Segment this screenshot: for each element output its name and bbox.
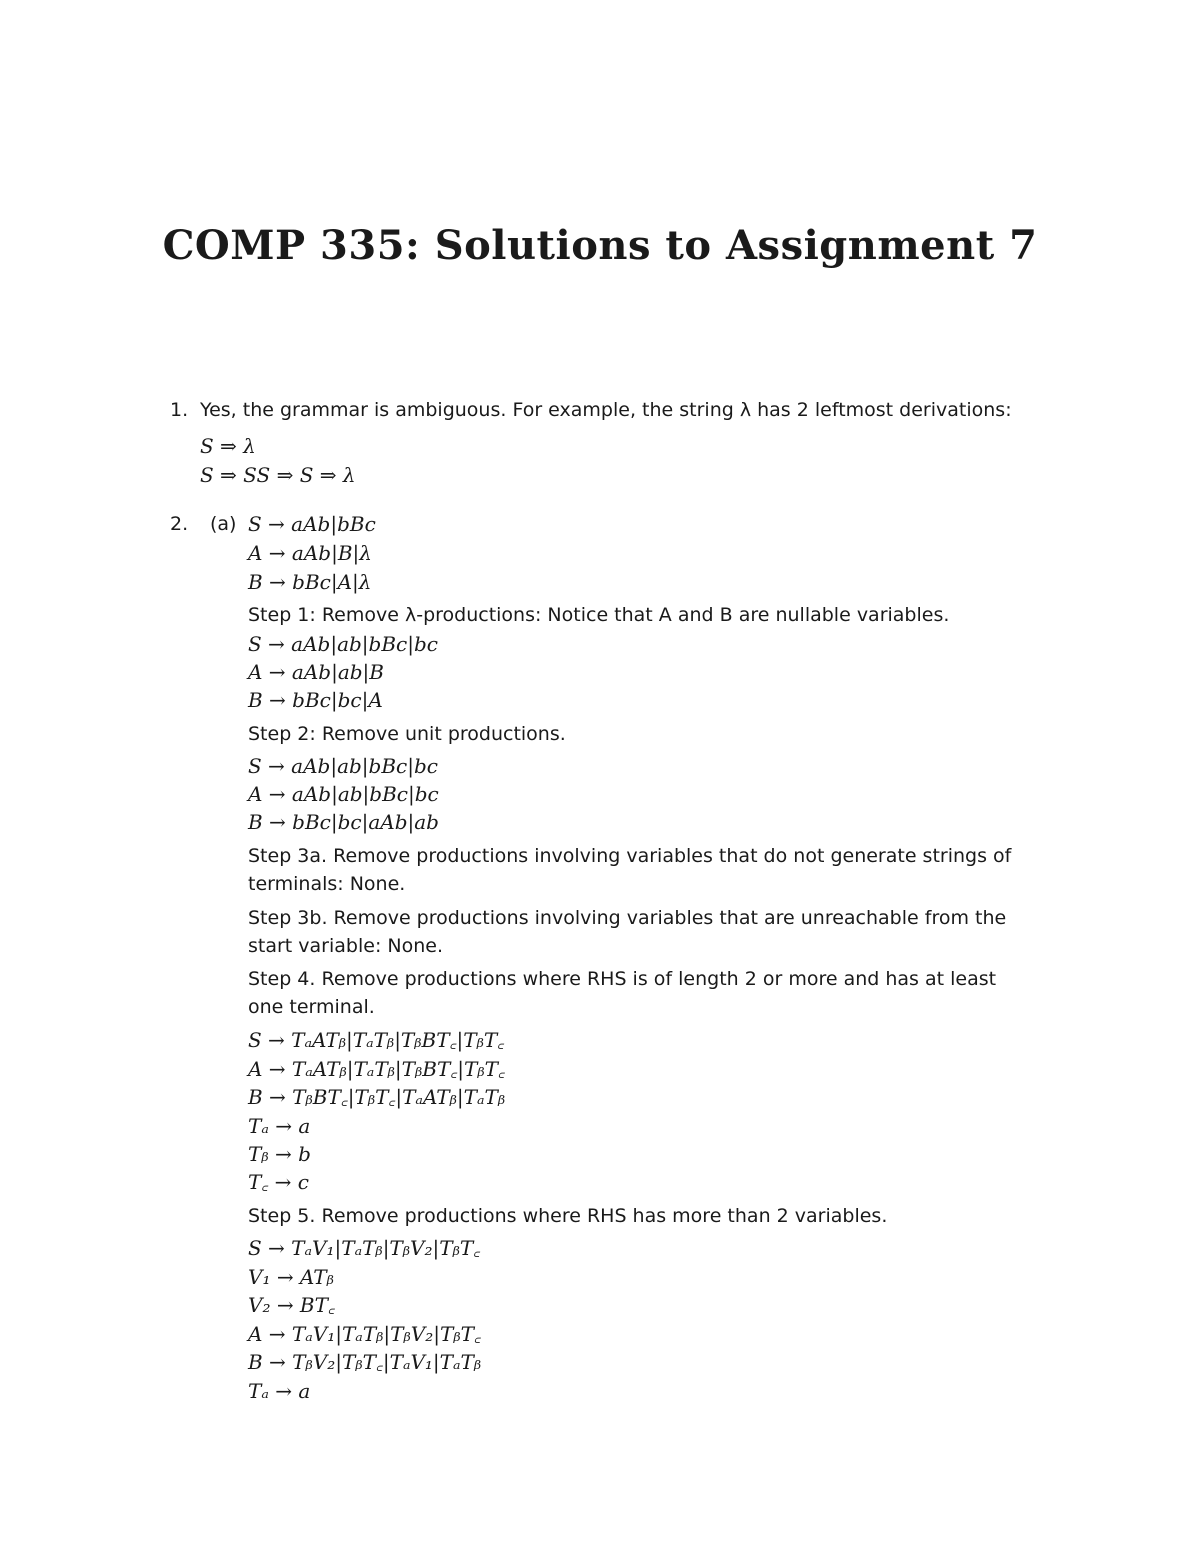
step-5-rule: V₂ → BT꜀	[248, 1293, 335, 1317]
question-1-number: 1.	[170, 399, 189, 421]
step-5-rule: A → TₐV₁|TₐTᵦ|TᵦV₂|TᵦT꜀	[248, 1322, 481, 1346]
grammar-rule: B → bBc|A|λ	[248, 570, 372, 594]
step-5-rule: S → TₐV₁|TₐTᵦ|TᵦV₂|TᵦT꜀	[248, 1236, 481, 1260]
question-1-text: Yes, the grammar is ambiguous. For example, the string λ has 2 leftmost derivations:	[200, 399, 1012, 421]
step-5-rule: V₁ → ATᵦ	[248, 1265, 334, 1289]
step-2-rule: A → aAb|ab|bBc|bc	[248, 782, 439, 806]
step-3b-text: Step 3b. Remove productions involving variables that are unreachable from the	[248, 907, 1007, 929]
step-5-rule: B → TᵦV₂|TᵦT꜀|TₐV₁|TₐTᵦ	[248, 1350, 482, 1374]
step-5-rule: Tₐ → a	[248, 1379, 311, 1403]
step-4-rule: Tₐ → a	[248, 1114, 311, 1138]
step-1-rule: S → aAb|ab|bBc|bc	[248, 632, 438, 656]
step-4-rule: Tᵦ → b	[248, 1142, 311, 1166]
step-2-rule: B → bBc|bc|aAb|ab	[248, 810, 439, 834]
step-1-rule: B → bBc|bc|A	[248, 688, 383, 712]
question-2-part-a: (a)	[210, 513, 237, 535]
step-1-heading: Step 1: Remove λ-productions: Notice that A and B are nullable variables.	[248, 604, 950, 626]
step-1-rule: A → aAb|ab|B	[248, 660, 384, 684]
question-2-number: 2.	[170, 513, 189, 535]
step-3a-text: terminals: None.	[248, 873, 406, 895]
grammar-rule: S → aAb|bBc	[248, 512, 376, 536]
step-3b-text: start variable: None.	[248, 935, 443, 957]
step-2-heading: Step 2: Remove unit productions.	[248, 723, 566, 745]
step-4-rule: T꜀ → c	[248, 1170, 309, 1194]
step-4-rule: S → TₐATᵦ|TₐTᵦ|TᵦBT꜀|TᵦT꜀	[248, 1028, 505, 1052]
derivation-line: S ⇒ λ	[200, 434, 256, 458]
document-title: COMP 335: Solutions to Assignment 7	[162, 222, 1038, 269]
step-4-text: Step 4. Remove productions where RHS is of length 2 or more and has at least	[248, 968, 997, 990]
step-5-heading: Step 5. Remove productions where RHS has more than 2 variables.	[248, 1205, 888, 1227]
step-4-text: one terminal.	[248, 996, 375, 1018]
step-2-rule: S → aAb|ab|bBc|bc	[248, 754, 438, 778]
derivation-line: S ⇒ SS ⇒ S ⇒ λ	[200, 463, 356, 487]
step-3a-text: Step 3a. Remove productions involving variables that do not generate strings of	[248, 845, 1012, 867]
step-4-rule: B → TᵦBT꜀|TᵦT꜀|TₐATᵦ|TₐTᵦ	[248, 1085, 506, 1109]
grammar-rule: A → aAb|B|λ	[248, 541, 372, 565]
step-4-rule: A → TₐATᵦ|TₐTᵦ|TᵦBT꜀|TᵦT꜀	[248, 1057, 505, 1081]
